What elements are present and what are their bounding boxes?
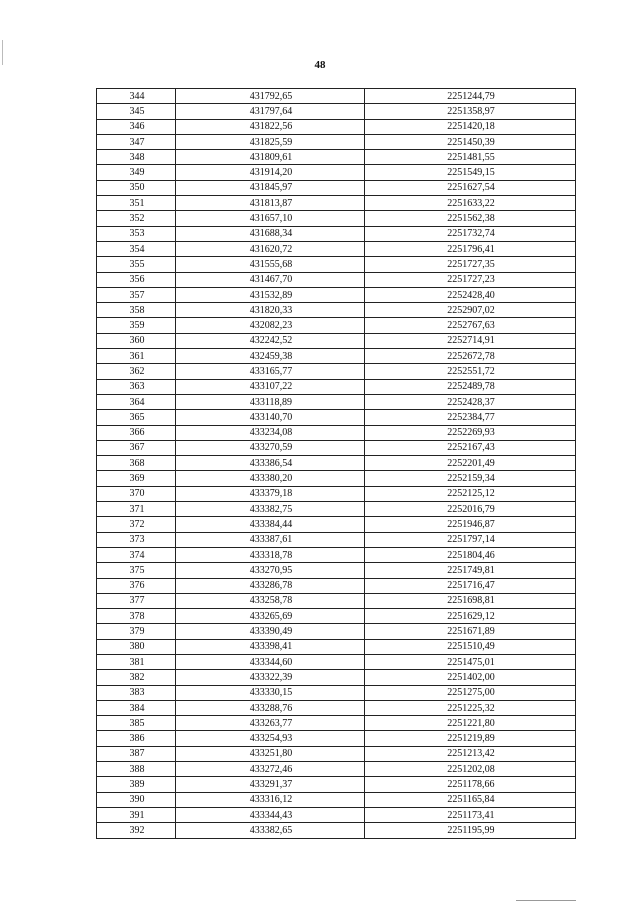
table-row bbox=[97, 150, 576, 165]
x-coordinate-cell: 433390,49 bbox=[176, 624, 365, 639]
x-coordinate-cell: 431914,20 bbox=[176, 165, 365, 180]
y-coordinate-cell: 2251178,66 bbox=[365, 777, 576, 792]
y-coordinate-cell: 2251450,39 bbox=[365, 134, 576, 149]
point-number-cell: 385 bbox=[97, 716, 176, 731]
y-coordinate-cell: 2251481,55 bbox=[365, 150, 576, 165]
point-number-cell: 369 bbox=[97, 471, 176, 486]
point-number-cell: 355 bbox=[97, 257, 176, 272]
y-coordinate-cell: 2251195,99 bbox=[365, 823, 576, 838]
table-row bbox=[97, 731, 576, 746]
y-coordinate-cell: 2251796,41 bbox=[365, 241, 576, 256]
point-number-cell: 384 bbox=[97, 700, 176, 715]
table-row bbox=[97, 165, 576, 180]
x-coordinate-cell: 433386,54 bbox=[176, 456, 365, 471]
y-coordinate-cell: 2252907,02 bbox=[365, 303, 576, 318]
x-coordinate-cell: 433165,77 bbox=[176, 364, 365, 379]
table-row bbox=[97, 272, 576, 287]
table-row bbox=[97, 654, 576, 669]
x-coordinate-cell: 433316,12 bbox=[176, 792, 365, 807]
point-number-cell: 363 bbox=[97, 379, 176, 394]
y-coordinate-cell: 2251671,89 bbox=[365, 624, 576, 639]
y-coordinate-cell: 2251946,87 bbox=[365, 517, 576, 532]
x-coordinate-cell: 433387,61 bbox=[176, 532, 365, 547]
table-row bbox=[97, 104, 576, 119]
x-coordinate-cell: 433251,80 bbox=[176, 746, 365, 761]
x-coordinate-cell: 433380,20 bbox=[176, 471, 365, 486]
point-number-cell: 381 bbox=[97, 654, 176, 669]
point-number-cell: 387 bbox=[97, 746, 176, 761]
y-coordinate-cell: 2251716,47 bbox=[365, 578, 576, 593]
x-coordinate-cell: 433398,41 bbox=[176, 639, 365, 654]
x-coordinate-cell: 431845,97 bbox=[176, 180, 365, 195]
y-coordinate-cell: 2251165,84 bbox=[365, 792, 576, 807]
y-coordinate-cell: 2252767,63 bbox=[365, 318, 576, 333]
y-coordinate-cell: 2252167,43 bbox=[365, 440, 576, 455]
y-coordinate-cell: 2251627,54 bbox=[365, 180, 576, 195]
table-row bbox=[97, 563, 576, 578]
point-number-cell: 344 bbox=[97, 89, 176, 104]
table-row bbox=[97, 762, 576, 777]
x-coordinate-cell: 433234,08 bbox=[176, 425, 365, 440]
point-number-cell: 345 bbox=[97, 104, 176, 119]
point-number-cell: 349 bbox=[97, 165, 176, 180]
table-row bbox=[97, 379, 576, 394]
x-coordinate-cell: 431532,89 bbox=[176, 287, 365, 302]
x-coordinate-cell: 433344,60 bbox=[176, 654, 365, 669]
x-coordinate-cell: 433318,78 bbox=[176, 547, 365, 562]
x-coordinate-cell: 433382,65 bbox=[176, 823, 365, 838]
x-coordinate-cell: 433322,39 bbox=[176, 670, 365, 685]
x-coordinate-cell: 432459,38 bbox=[176, 349, 365, 364]
table-row bbox=[97, 486, 576, 501]
x-coordinate-cell: 432242,52 bbox=[176, 333, 365, 348]
y-coordinate-cell: 2252201,49 bbox=[365, 456, 576, 471]
table-row bbox=[97, 410, 576, 425]
x-coordinate-cell: 431620,72 bbox=[176, 241, 365, 256]
point-number-cell: 391 bbox=[97, 807, 176, 822]
y-coordinate-cell: 2251629,12 bbox=[365, 609, 576, 624]
table-row bbox=[97, 456, 576, 471]
x-coordinate-cell: 431657,10 bbox=[176, 211, 365, 226]
x-coordinate-cell: 433107,22 bbox=[176, 379, 365, 394]
point-number-cell: 360 bbox=[97, 333, 176, 348]
x-coordinate-cell: 433263,77 bbox=[176, 716, 365, 731]
table-row bbox=[97, 624, 576, 639]
y-coordinate-cell: 2251732,74 bbox=[365, 226, 576, 241]
page-number: 48 bbox=[314, 59, 326, 71]
table-row bbox=[97, 226, 576, 241]
table-row bbox=[97, 700, 576, 715]
y-coordinate-cell: 2251727,35 bbox=[365, 257, 576, 272]
y-coordinate-cell: 2251244,79 bbox=[365, 89, 576, 104]
table-row bbox=[97, 578, 576, 593]
y-coordinate-cell: 2252125,12 bbox=[365, 486, 576, 501]
point-number-cell: 378 bbox=[97, 609, 176, 624]
y-coordinate-cell: 2251727,23 bbox=[365, 272, 576, 287]
y-coordinate-cell: 2251358,97 bbox=[365, 104, 576, 119]
y-coordinate-cell: 2252672,78 bbox=[365, 349, 576, 364]
y-coordinate-cell: 2251749,81 bbox=[365, 563, 576, 578]
point-number-cell: 380 bbox=[97, 639, 176, 654]
point-number-cell: 392 bbox=[97, 823, 176, 838]
table-row bbox=[97, 777, 576, 792]
x-coordinate-cell: 433272,46 bbox=[176, 762, 365, 777]
x-coordinate-cell: 431825,59 bbox=[176, 134, 365, 149]
point-number-cell: 364 bbox=[97, 394, 176, 409]
y-coordinate-cell: 2252428,40 bbox=[365, 287, 576, 302]
y-coordinate-cell: 2251562,38 bbox=[365, 211, 576, 226]
y-coordinate-cell: 2251698,81 bbox=[365, 593, 576, 608]
y-coordinate-cell: 2251402,00 bbox=[365, 670, 576, 685]
y-coordinate-cell: 2252551,72 bbox=[365, 364, 576, 379]
y-coordinate-cell: 2251475,01 bbox=[365, 654, 576, 669]
x-coordinate-cell: 431809,61 bbox=[176, 150, 365, 165]
point-number-cell: 358 bbox=[97, 303, 176, 318]
y-coordinate-cell: 2251202,08 bbox=[365, 762, 576, 777]
y-coordinate-cell: 2251275,00 bbox=[365, 685, 576, 700]
point-number-cell: 382 bbox=[97, 670, 176, 685]
point-number-cell: 374 bbox=[97, 547, 176, 562]
table-row bbox=[97, 89, 576, 104]
x-coordinate-cell: 433382,75 bbox=[176, 502, 365, 517]
point-number-cell: 347 bbox=[97, 134, 176, 149]
y-coordinate-cell: 2252269,93 bbox=[365, 425, 576, 440]
x-coordinate-cell: 431822,56 bbox=[176, 119, 365, 134]
point-number-cell: 373 bbox=[97, 532, 176, 547]
point-number-cell: 375 bbox=[97, 563, 176, 578]
scan-bottom-mark bbox=[516, 900, 576, 901]
table-row bbox=[97, 532, 576, 547]
x-coordinate-cell: 433344,43 bbox=[176, 807, 365, 822]
point-number-cell: 368 bbox=[97, 456, 176, 471]
x-coordinate-cell: 432082,23 bbox=[176, 318, 365, 333]
y-coordinate-cell: 2252016,79 bbox=[365, 502, 576, 517]
x-coordinate-cell: 431555,68 bbox=[176, 257, 365, 272]
y-coordinate-cell: 2251221,80 bbox=[365, 716, 576, 731]
coordinates-table-body bbox=[97, 89, 576, 839]
point-number-cell: 346 bbox=[97, 119, 176, 134]
point-number-cell: 362 bbox=[97, 364, 176, 379]
table-row bbox=[97, 134, 576, 149]
y-coordinate-cell: 2251213,42 bbox=[365, 746, 576, 761]
point-number-cell: 361 bbox=[97, 349, 176, 364]
y-coordinate-cell: 2251225,32 bbox=[365, 700, 576, 715]
table-row bbox=[97, 517, 576, 532]
point-number-cell: 348 bbox=[97, 150, 176, 165]
x-coordinate-cell: 433254,93 bbox=[176, 731, 365, 746]
y-coordinate-cell: 2252489,78 bbox=[365, 379, 576, 394]
x-coordinate-cell: 433118,89 bbox=[176, 394, 365, 409]
x-coordinate-cell: 433140,70 bbox=[176, 410, 365, 425]
y-coordinate-cell: 2251797,14 bbox=[365, 532, 576, 547]
point-number-cell: 379 bbox=[97, 624, 176, 639]
y-coordinate-cell: 2251173,41 bbox=[365, 807, 576, 822]
point-number-cell: 366 bbox=[97, 425, 176, 440]
table-row bbox=[97, 807, 576, 822]
y-coordinate-cell: 2251549,15 bbox=[365, 165, 576, 180]
point-number-cell: 370 bbox=[97, 486, 176, 501]
table-row bbox=[97, 241, 576, 256]
point-number-cell: 377 bbox=[97, 593, 176, 608]
point-number-cell: 352 bbox=[97, 211, 176, 226]
x-coordinate-cell: 433270,95 bbox=[176, 563, 365, 578]
y-coordinate-cell: 2252159,34 bbox=[365, 471, 576, 486]
x-coordinate-cell: 433270,59 bbox=[176, 440, 365, 455]
table-row bbox=[97, 303, 576, 318]
table-row bbox=[97, 211, 576, 226]
table-row bbox=[97, 471, 576, 486]
point-number-cell: 372 bbox=[97, 517, 176, 532]
y-coordinate-cell: 2251420,18 bbox=[365, 119, 576, 134]
y-coordinate-cell: 2252714,91 bbox=[365, 333, 576, 348]
table-row bbox=[97, 792, 576, 807]
point-number-cell: 351 bbox=[97, 196, 176, 211]
point-number-cell: 353 bbox=[97, 226, 176, 241]
x-coordinate-cell: 433379,18 bbox=[176, 486, 365, 501]
table-row bbox=[97, 394, 576, 409]
table-row bbox=[97, 425, 576, 440]
coordinates-table bbox=[96, 88, 576, 839]
point-number-cell: 386 bbox=[97, 731, 176, 746]
table-row bbox=[97, 670, 576, 685]
table-row bbox=[97, 547, 576, 562]
table-row bbox=[97, 287, 576, 302]
point-number-cell: 365 bbox=[97, 410, 176, 425]
point-number-cell: 350 bbox=[97, 180, 176, 195]
x-coordinate-cell: 433288,76 bbox=[176, 700, 365, 715]
point-number-cell: 383 bbox=[97, 685, 176, 700]
table-row bbox=[97, 685, 576, 700]
table-row bbox=[97, 440, 576, 455]
x-coordinate-cell: 431797,64 bbox=[176, 104, 365, 119]
x-coordinate-cell: 433265,69 bbox=[176, 609, 365, 624]
point-number-cell: 376 bbox=[97, 578, 176, 593]
table-row bbox=[97, 639, 576, 654]
table-row bbox=[97, 196, 576, 211]
y-coordinate-cell: 2251510,49 bbox=[365, 639, 576, 654]
x-coordinate-cell: 433291,37 bbox=[176, 777, 365, 792]
x-coordinate-cell: 431688,34 bbox=[176, 226, 365, 241]
table-row bbox=[97, 180, 576, 195]
x-coordinate-cell: 433258,78 bbox=[176, 593, 365, 608]
table-row bbox=[97, 609, 576, 624]
x-coordinate-cell: 433330,15 bbox=[176, 685, 365, 700]
y-coordinate-cell: 2251804,46 bbox=[365, 547, 576, 562]
x-coordinate-cell: 433384,44 bbox=[176, 517, 365, 532]
y-coordinate-cell: 2251219,89 bbox=[365, 731, 576, 746]
point-number-cell: 390 bbox=[97, 792, 176, 807]
x-coordinate-cell: 431820,33 bbox=[176, 303, 365, 318]
point-number-cell: 371 bbox=[97, 502, 176, 517]
point-number-cell: 359 bbox=[97, 318, 176, 333]
point-number-cell: 389 bbox=[97, 777, 176, 792]
table-row bbox=[97, 364, 576, 379]
table-row bbox=[97, 119, 576, 134]
point-number-cell: 388 bbox=[97, 762, 176, 777]
table-row bbox=[97, 593, 576, 608]
y-coordinate-cell: 2252384,77 bbox=[365, 410, 576, 425]
table-row bbox=[97, 318, 576, 333]
point-number-cell: 357 bbox=[97, 287, 176, 302]
x-coordinate-cell: 431467,70 bbox=[176, 272, 365, 287]
table-row bbox=[97, 333, 576, 348]
table-row bbox=[97, 823, 576, 838]
x-coordinate-cell: 431813,87 bbox=[176, 196, 365, 211]
x-coordinate-cell: 431792,65 bbox=[176, 89, 365, 104]
y-coordinate-cell: 2252428,37 bbox=[365, 394, 576, 409]
y-coordinate-cell: 2251633,22 bbox=[365, 196, 576, 211]
point-number-cell: 356 bbox=[97, 272, 176, 287]
table-row bbox=[97, 257, 576, 272]
table-row bbox=[97, 746, 576, 761]
table-row bbox=[97, 716, 576, 731]
point-number-cell: 367 bbox=[97, 440, 176, 455]
table-row bbox=[97, 502, 576, 517]
point-number-cell: 354 bbox=[97, 241, 176, 256]
table-row bbox=[97, 349, 576, 364]
x-coordinate-cell: 433286,78 bbox=[176, 578, 365, 593]
